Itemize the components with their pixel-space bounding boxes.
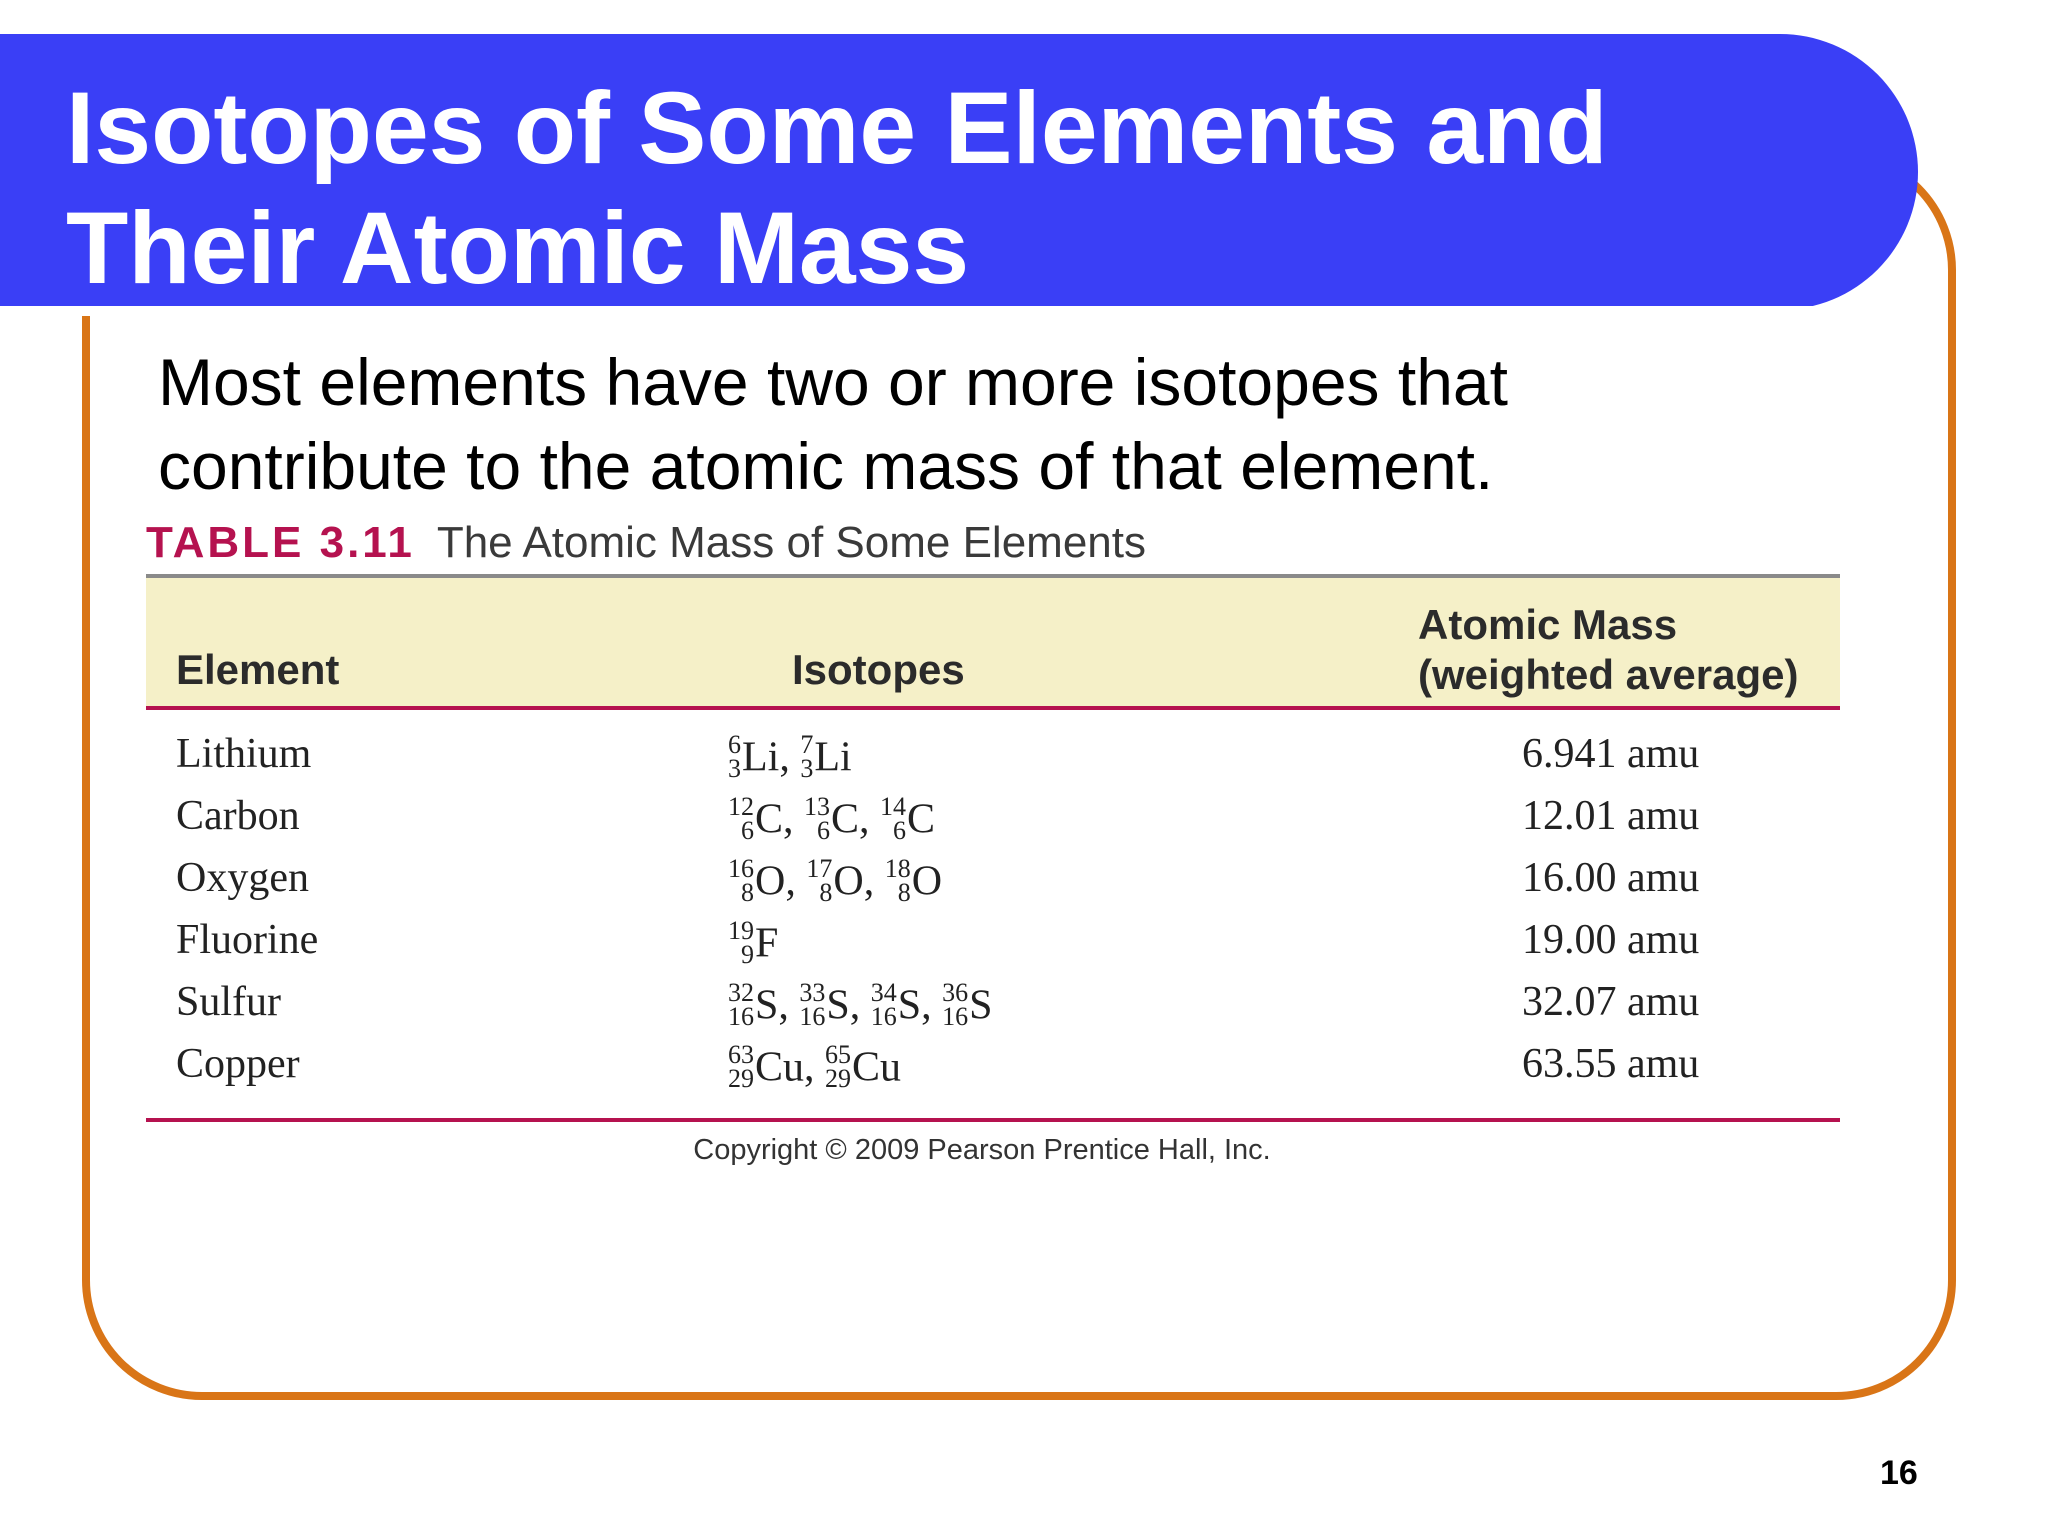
atomic-number: 29 [728,1064,754,1094]
nuclide [870,978,922,1032]
nuclide [800,730,852,784]
table-header [146,578,1840,706]
mass-number: 65 [825,1040,852,1070]
header-atomic-mass-line2: (weighted average) [1418,651,1799,698]
isotope-list: 6 3 Li, 7 3 Li [728,730,852,784]
header-isotopes: Isotopes [792,646,965,693]
atomic-number: 16 [799,1002,826,1032]
element-symbol: O [833,858,864,905]
atomic-mass-value: 16.00 amu [1522,855,1700,901]
element-name: Copper [176,1041,300,1087]
element-symbol: Cu [852,1044,902,1091]
title-underline [0,306,1816,316]
atomic-number: 6 [817,816,831,846]
mass-number: 19 [728,916,754,946]
element-symbol: C [907,796,936,843]
page-number: 16 [1880,1454,1918,1492]
isotope-list: 63 29 Cu, 65 29 Cu [728,1040,902,1094]
table-caption-text: The Atomic Mass of Some Elements [436,518,1146,567]
nuclide [728,730,780,784]
header-atomic-mass-line1: Atomic Mass [1418,601,1678,648]
mass-number: 18 [884,854,911,884]
atomic-mass-value: 63.55 amu [1522,1041,1700,1087]
nuclide [942,978,993,1032]
mass-number: 16 [728,854,754,884]
mass-number: 33 [799,978,826,1008]
table-row [146,972,1840,1034]
isotope-list: 12 6 C, 13 6 C, 14 6 C [728,792,936,846]
mass-number: 14 [880,792,907,822]
element-name: Sulfur [176,979,281,1025]
slide-title: Isotopes of Some Elements and Their Atomic Mass [66,71,1608,305]
atomic-number: 8 [897,878,911,908]
mass-number: 13 [804,792,831,822]
mass-number: 17 [806,854,833,884]
table-row [146,848,1840,910]
element-symbol: O [911,858,943,905]
atomic-number: 16 [942,1002,969,1032]
nuclide [728,916,779,970]
atomic-mass-value: 32.07 amu [1522,979,1700,1025]
element-symbol: F [755,920,779,967]
element-symbol: C [755,796,784,843]
element-name: Lithium [176,731,312,777]
table-row [146,724,1840,786]
mass-number: 63 [728,1040,754,1070]
mass-number: 12 [728,792,754,822]
mass-number: 36 [942,978,969,1008]
header-atomic-mass [1418,600,1798,700]
nuclide [728,978,779,1032]
nuclide [806,854,864,908]
atomic-mass-table [146,574,1840,1122]
element-name: Fluorine [176,917,319,963]
atomic-mass-value: 6.941 amu [1522,731,1700,777]
atomic-number: 16 [870,1002,897,1032]
slide-body-text: Most elements have two or more isotopes that contribute to the atomic mass of that element. [158,345,1508,503]
atomic-mass-value: 12.01 amu [1522,793,1700,839]
element-symbol: S [826,982,850,1029]
title-band [0,34,1918,310]
nuclide [884,854,943,908]
mass-number: 6 [728,730,741,760]
isotope-list [728,916,779,970]
nuclide [728,854,786,908]
nuclide [880,792,936,846]
element-symbol: S [897,982,922,1029]
mass-number: 32 [728,978,754,1008]
element-symbol: S [969,982,993,1029]
atomic-number: 29 [825,1064,852,1094]
element-symbol: Li [742,734,780,781]
nuclide [804,792,860,846]
element-symbol: O [755,858,786,905]
table-row [146,910,1840,972]
element-symbol: C [831,796,860,843]
atomic-number: 6 [741,816,754,846]
atomic-number: 6 [893,816,907,846]
header-element: Element [176,646,340,693]
element-name: Carbon [176,793,300,839]
table-caption [146,518,1146,568]
element-symbol: S [755,982,779,1029]
table-row [146,1034,1840,1096]
table-bottom-rule [146,1118,1840,1122]
mass-number: 34 [870,978,897,1008]
element-symbol: Cu [755,1044,805,1091]
mass-number: 7 [800,730,814,760]
copyright-notice: Copyright © 2009 Pearson Prentice Hall, Inc. [693,1134,1271,1166]
atomic-number: 9 [741,940,754,970]
atomic-number: 3 [728,754,741,784]
element-name: Oxygen [176,855,309,901]
atomic-number: 3 [800,754,814,784]
nuclide [825,1040,902,1094]
nuclide [728,792,784,846]
isotope-list: 32 16 S, 33 16 S, 34 16 S, 36 16 S [728,978,993,1032]
table-body [146,710,1840,1118]
nuclide [799,978,850,1032]
nuclide [728,1040,805,1094]
table-number: TABLE 3.11 [146,518,415,567]
atomic-number: 16 [728,1002,754,1032]
element-symbol: Li [814,734,852,781]
atomic-number: 8 [741,878,754,908]
isotope-list: 16 8 O, 17 8 O, 18 8 O [728,854,943,908]
atomic-mass-value: 19.00 amu [1522,917,1700,963]
table-row [146,786,1840,848]
atomic-number: 8 [819,878,833,908]
